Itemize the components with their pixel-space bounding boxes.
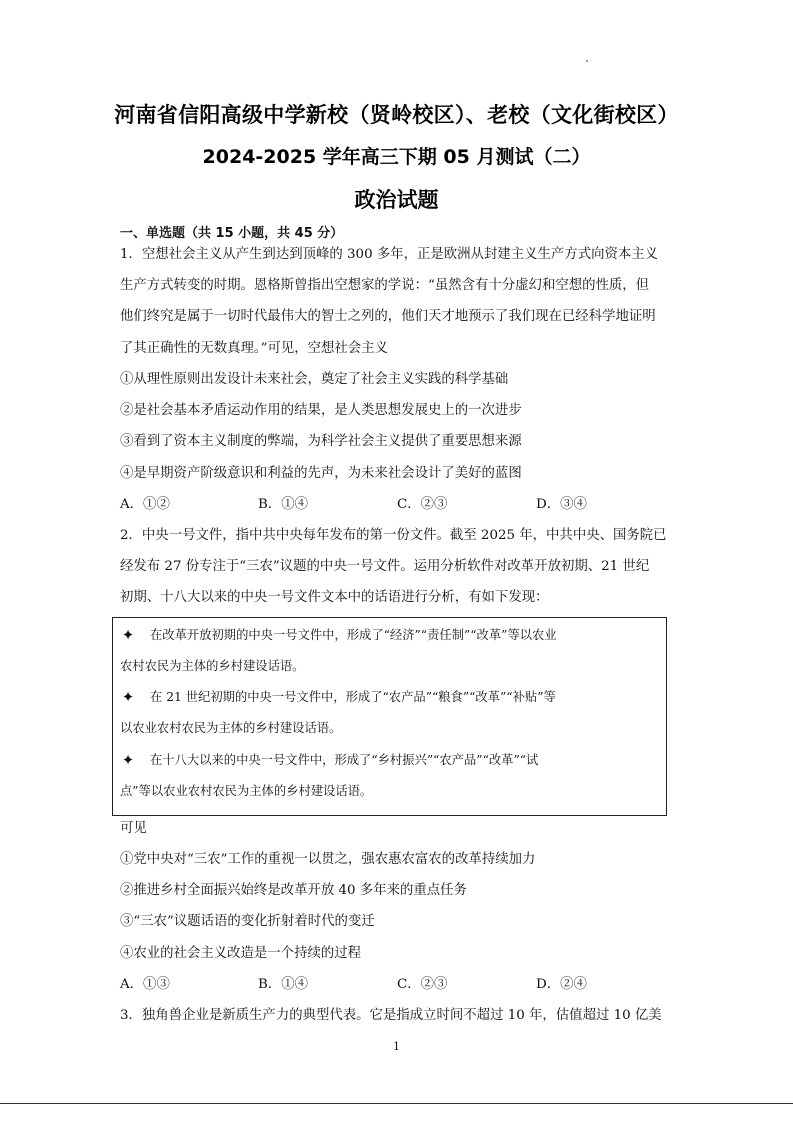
subject-title: 政治试题	[354, 188, 439, 212]
q1-statement-1: ①从理性原则出发设计未来社会，奠定了社会主义实践的科学基础	[120, 372, 509, 387]
q2-option-b[interactable]: B．①④	[258, 977, 309, 992]
q2-lead: 可见	[120, 821, 147, 836]
page-number: 1	[393, 1040, 400, 1053]
q1-line-3: 他们终究是属于一切时代最伟大的智士之列的，他们天才地预示了我们现在已经科学地证明	[120, 309, 656, 324]
title-line-1: 河南省信阳高级中学新校（贤岭校区）、老校（文化街校区）	[114, 103, 679, 127]
title-line-2: 2024-2025 学年高三下期 05 月测试（二）	[202, 146, 591, 168]
box-item-3-line-2: 点”等以农业农村农民为主体的乡村建设话语。	[120, 784, 373, 798]
footer-rule	[0, 1103, 793, 1104]
q2-statement-4: ④农业的社会主义改造是一个持续的过程	[120, 946, 362, 961]
q1-line-1: 1．空想社会主义从产生到达到顶峰的 300 多年，正是欧洲从封建主义生产方式向资本主义	[120, 247, 659, 262]
box-item-1-line-1: ✦ 在改革开放初期的中央一号文件中，形成了“经济”“责任制”“改革”等以农业	[121, 626, 557, 644]
box-item-2-line-2: 以农业农村农民为主体的乡村建设话语。	[120, 721, 342, 735]
q2-statement-3: ③“三农”议题话语的变化折射着时代的变迁	[120, 914, 375, 929]
q1-statement-3: ③看到了资本主义制度的弊端，为科学社会主义提供了重要思想来源	[120, 434, 522, 449]
q1-statement-4: ④是早期资产阶级意识和利益的先声，为未来社会设计了美好的蓝图	[120, 466, 522, 481]
diamond-bullet-icon: ✦	[121, 688, 135, 706]
diamond-bullet-icon: ✦	[121, 626, 135, 644]
q1-line-4: 了其正确性的无数真理。”可见，空想社会主义	[120, 341, 388, 356]
q1-option-d[interactable]: D．③④	[536, 497, 587, 512]
q2-option-c[interactable]: C．②③	[397, 977, 448, 992]
box-item-1-line-2: 农村农民为主体的乡村建设话语。	[120, 659, 305, 673]
q1-line-2: 生产方式转变的时期。恩格斯曾指出空想家的学说：“虽然含有十分虚幻和空想的性质，但	[120, 278, 650, 293]
section-heading: 一、单选题（共 15 小题，共 45 分）	[120, 226, 344, 241]
q2-line-1: 2．中央一号文件，指中共中央每年发布的第一份文件。截至 2025 年，中共中央、国务院已	[120, 528, 667, 543]
q1-option-b[interactable]: B．①④	[258, 497, 309, 512]
q2-line-2: 经发布 27 份专注于“三农”议题的中央一号文件。运用分析软件对改革开放初期、21 世纪	[120, 559, 650, 574]
box-item-2-line-1: ✦ 在 21 世纪初期的中央一号文件中，形成了“农产品”“粮食”“改革”“补贴”等	[121, 688, 556, 706]
q2-option-a[interactable]: A．①③	[120, 977, 170, 992]
q2-option-d[interactable]: D．②④	[536, 977, 587, 992]
q2-statement-2: ②推进乡村全面振兴始终是改革开放 40 多年来的重点任务	[120, 883, 467, 898]
box-item-3-line-1: ✦ 在十八大以来的中央一号文件中，形成了“乡村振兴”“农产品”“改革”“试	[121, 751, 539, 769]
q1-option-a[interactable]: A．①②	[120, 497, 170, 512]
q3-line-1: 3．独角兽企业是新质生产力的典型代表。它是指成立时间不超过 10 年，估值超过 10 亿美	[120, 1008, 662, 1023]
q2-statement-1: ①党中央对“三农”工作的重视一以贯之，强农惠农富农的改革持续加力	[120, 852, 536, 867]
scan-speck	[586, 60, 588, 62]
q1-option-c[interactable]: C．②③	[397, 497, 448, 512]
diamond-bullet-icon: ✦	[121, 751, 135, 769]
q1-statement-2: ②是社会基本矛盾运动作用的结果，是人类思想发展史上的一次进步	[120, 403, 522, 418]
q2-line-3: 初期、十八大以来的中央一号文件文本中的话语进行分析，有如下发现：	[120, 590, 549, 605]
